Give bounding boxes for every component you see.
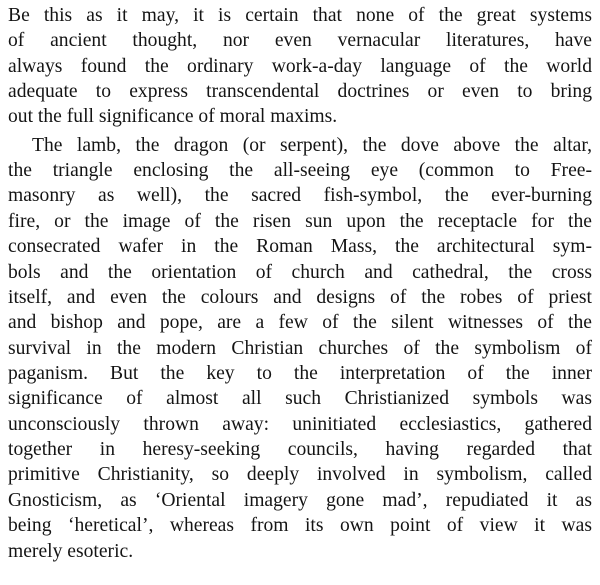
text-line: Gnosticism, as ‘Oriental imagery gone mad’, repudiated it as — [8, 490, 592, 511]
text-line: consecrated wafer in the Roman Mass, the architectural sym- — [8, 236, 592, 257]
text-line: significance of almost all such Christianized symbols was — [8, 388, 592, 409]
text-line: of ancient thought, nor even vernacular literatures, have — [8, 30, 592, 51]
text-line: out the full significance of moral maxims. — [8, 106, 338, 127]
text-line: merely esoteric. — [8, 541, 134, 562]
text-line: Be this as it may, it is certain that none of the great systems — [8, 5, 592, 26]
text-line: and bishop and pope, are a few of the silent witnesses of the — [8, 312, 592, 333]
text-line: primitive Christianity, so deeply involved in symbolism, called — [8, 464, 592, 485]
text-line: survival in the modern Christian churches of the symbolism of — [8, 338, 592, 359]
text-line: fire, or the image of the risen sun upon the receptacle for the — [8, 211, 592, 232]
text-line: adequate to express transcendental doctrines or even to bring — [8, 81, 592, 102]
text-line: paganism. But the key to the interpretation of the inner — [8, 363, 592, 384]
text-line: together in heresy-seeking councils, having regarded that — [8, 439, 592, 460]
text-line: masonry as well), the sacred fish-symbol, the ever-burning — [8, 185, 592, 206]
text-line: the triangle enclosing the all-seeing eye (common to Free- — [8, 160, 592, 181]
text-line: bols and the orientation of church and cathedral, the cross — [8, 262, 592, 283]
text-line: itself, and even the colours and designs of the robes of priest — [8, 287, 592, 308]
text-line: unconsciously thrown away: uninitiated ecclesiastics, gathered — [8, 414, 592, 435]
text-line: being ‘heretical’, whereas from its own point of view it was — [8, 515, 592, 536]
text-line: The lamb, the dragon (or serpent), the dove above the altar, — [32, 135, 592, 156]
text-line: always found the ordinary work-a-day language of the world — [8, 56, 592, 77]
